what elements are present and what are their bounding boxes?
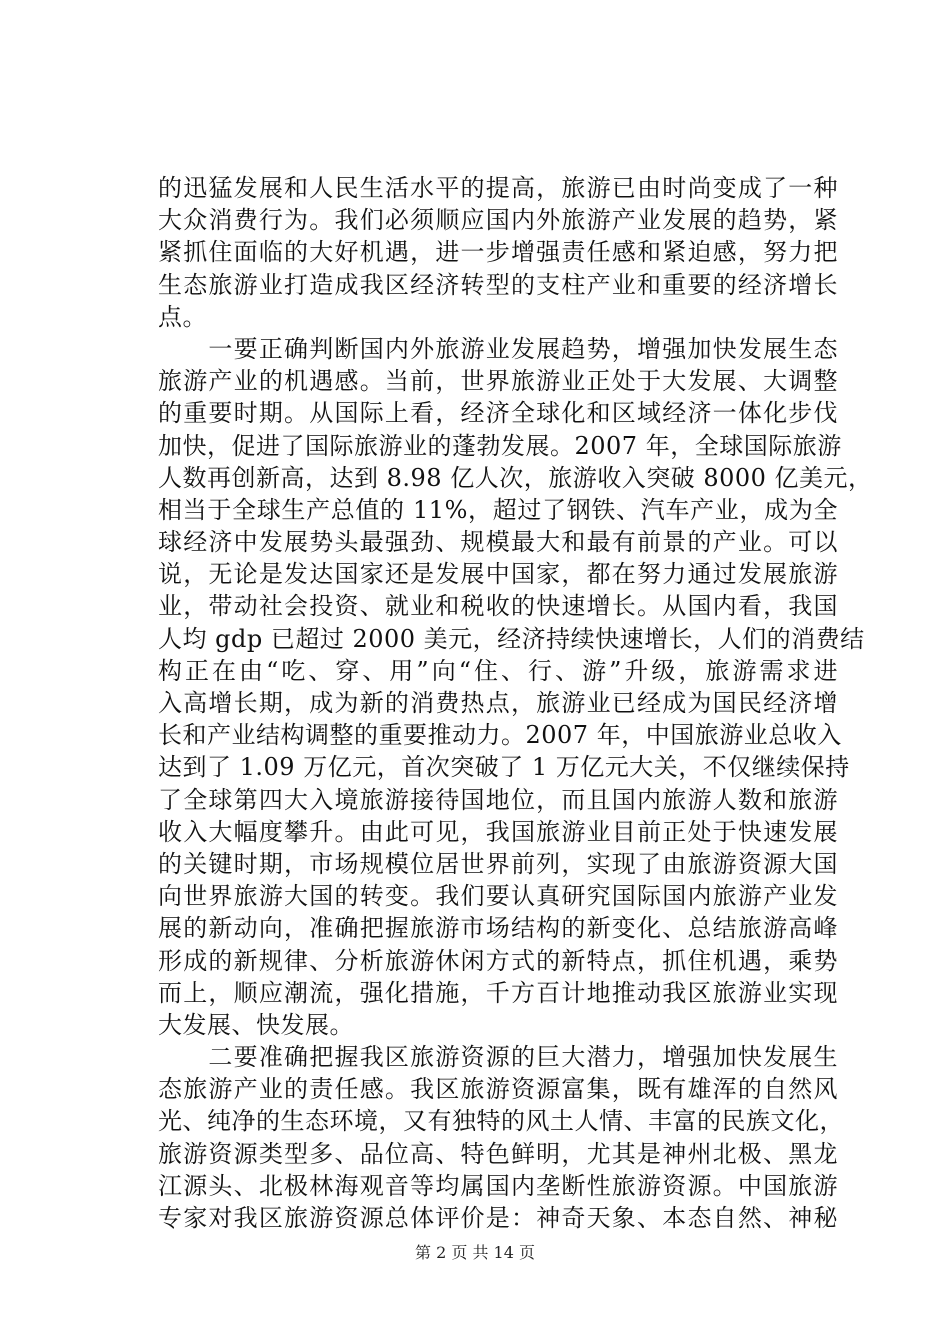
text-line: 球经济中发展势头最强劲、规模最大和最有前景的产业。可以 [158,528,838,557]
text-line: 人数再创新高，达到 8.98 亿人次，旅游收入突破 8000 亿美元， [158,463,873,492]
text-line: 大众消费行为。我们必须顺应国内外旅游产业发展的趋势，紧 [158,206,838,235]
text-line: 一要正确判断国内外旅游业发展趋势，增强加快发展生态 [158,334,838,363]
text-line: 了全球第四大入境旅游接待国地位，而且国内旅游人数和旅游 [158,785,838,814]
text-line: 达到了 1.09 万亿元，首次突破了 1 万亿元大关，不仅继续保持 [158,753,850,782]
body-text [158,172,873,1234]
page-number-footer: 第 2 页 共 14 页 [415,1243,535,1262]
text-line: 二要准确把握我区旅游资源的巨大潜力，增强加快发展生 [158,1043,838,1072]
text-line: 生态旅游业打造成我区经济转型的支柱产业和重要的经济增长 [158,270,838,299]
text-line: 紧抓住面临的大好机遇，进一步增强责任感和紧迫感，努力把 [158,238,838,267]
text-line: 大发展、快发展。 [158,1010,354,1039]
text-line: 旅游产业的机遇感。当前，世界旅游业正处于大发展、大调整 [158,367,838,396]
text-line: 态旅游产业的责任感。我区旅游资源富集，既有雄浑的自然风 [158,1075,838,1104]
text-line: 专家对我区旅游资源总体评价是：神奇天象、本态自然、神秘 [158,1204,838,1232]
text-line: 收入大幅度攀升。由此可见，我国旅游业目前正处于快速发展 [158,817,838,846]
text-line: 的关键时期，市场规模位居世界前列，实现了由旅游资源大国 [158,849,838,878]
text-line: 的重要时期。从国际上看，经济全球化和区域经济一体化步伐 [158,399,838,428]
text-line: 相当于全球生产总值的 11%，超过了钢铁、汽车产业，成为全 [158,495,838,524]
text-line: 向世界旅游大国的转变。我们要认真研究国际国内旅游产业发 [158,882,838,911]
text-line: 而上，顺应潮流，强化措施，千方百计地推动我区旅游业实现 [158,978,838,1007]
text-line: 光、纯净的生态环境，又有独特的风土人情、丰富的民族文化， [158,1107,844,1136]
text-line: 说，无论是发达国家还是发展中国家，都在努力通过发展旅游 [158,560,838,589]
text-line: 业，带动社会投资、就业和税收的快速增长。从国内看，我国 [158,592,838,621]
text-line: 的迅猛发展和人民生活水平的提高，旅游已由时尚变成了一种 [158,174,838,202]
text-line: 展的新动向，准确把握旅游市场结构的新变化、总结旅游高峰 [158,914,838,943]
text-line: 江源头、北极林海观音等均属国内垄断性旅游资源。中国旅游 [158,1171,838,1200]
text-line: 人均 gdp 已超过 2000 美元，经济持续快速增长，人们的消费结 [158,624,865,653]
text-line: 入高增长期，成为新的消费热点，旅游业已经成为国民经济增 [158,689,838,717]
text-line: 旅游资源类型多、品位高、特色鲜明，尤其是神州北极、黑龙 [158,1139,838,1168]
text-line: 形成的新规律、分析旅游休闲方式的新特点，抓住机遇，乘势 [158,946,838,975]
text-line: 长和产业结构调整的重要推动力。2007 年，中国旅游业总收入 [158,721,842,750]
text-line: 点。 [158,302,207,331]
text-line: 构正在由“吃、穿、用”向“住、行、游”升级，旅游需求进 [158,656,838,685]
text-line: 加快，促进了国际旅游业的蓬勃发展。2007 年，全球国际旅游 [158,431,842,460]
